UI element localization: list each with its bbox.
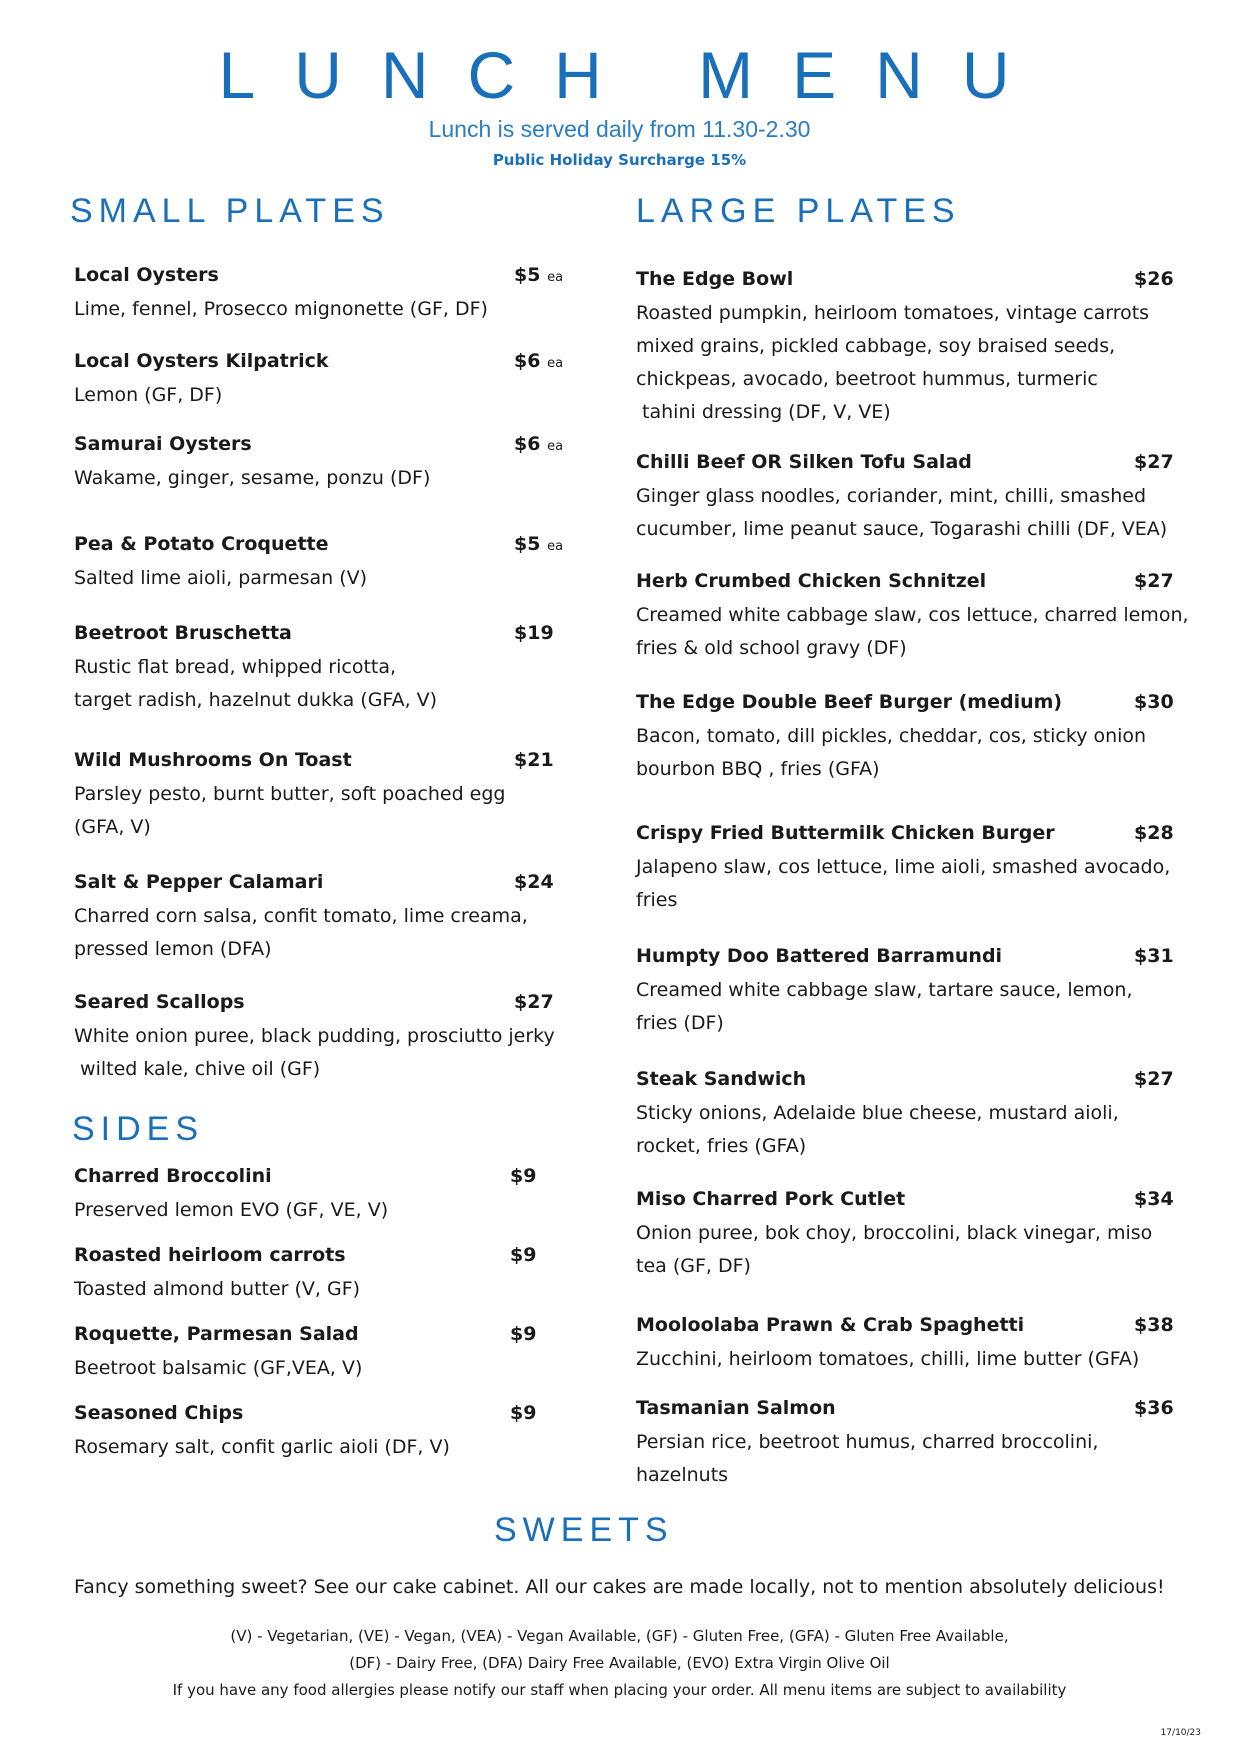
description-line: fries — [636, 889, 678, 911]
menu-item — [636, 568, 1189, 665]
price-unit: ea — [547, 539, 564, 554]
item-description — [74, 1431, 450, 1464]
menu-item — [636, 1312, 1174, 1376]
menu-item — [74, 1163, 537, 1227]
description-line: hazelnuts — [636, 1464, 729, 1486]
menu-item — [636, 820, 1174, 917]
menu-item — [74, 1242, 537, 1306]
description-line: Roasted pumpkin, heirloom tomatoes, vintage carrots — [636, 302, 1150, 324]
menu-item — [636, 1186, 1174, 1283]
price-value: $27 — [1134, 451, 1174, 473]
price-value: $27 — [514, 991, 554, 1013]
item-description — [74, 462, 430, 495]
price-value: $19 — [514, 622, 554, 644]
item-description — [636, 851, 1170, 917]
item-price — [510, 1163, 536, 1189]
price-value: $30 — [1134, 691, 1174, 713]
price-unit: ea — [547, 356, 564, 371]
price-value: $27 — [1134, 570, 1174, 592]
item-price — [514, 348, 563, 377]
item-name: Beetroot Bruschetta — [74, 622, 292, 644]
item-name: Local Oysters — [74, 264, 219, 286]
description-line: Wakame, ginger, sesame, ponzu (DF) — [74, 467, 431, 489]
item-name: Seared Scallops — [74, 991, 245, 1013]
description-line: fries (DF) — [636, 1012, 724, 1034]
small-plates-heading: SMALL PLATES — [70, 192, 390, 230]
item-description — [636, 297, 1149, 429]
item-price — [514, 747, 554, 773]
price-value: $9 — [510, 1402, 537, 1424]
description-line: wilted kale, chive oil (GF) — [74, 1058, 321, 1080]
item-price — [514, 431, 563, 460]
item-name: Pea & Potato Croquette — [74, 533, 329, 555]
description-line: chickpeas, avocado, beetroot hummus, turmeric — [636, 368, 1098, 390]
item-price — [514, 620, 554, 646]
dietary-legend-line-2: (DF) - Dairy Free, (DFA) Dairy Free Available, (EVO) Extra Virgin Olive Oil — [349, 1654, 890, 1672]
item-price — [1134, 1066, 1174, 1092]
item-name: Mooloolaba Prawn & Crab Spaghetti — [636, 1314, 1025, 1336]
dietary-legend-line-1: (V) - Vegetarian, (VE) - Vegan, (VEA) - Vegan Available, (GF) - Gluten Free, (GFA) - Gluten Free Available, — [230, 1627, 1009, 1645]
item-description — [636, 1343, 1139, 1376]
item-name: Herb Crumbed Chicken Schnitzel — [636, 570, 987, 592]
price-value: $27 — [1134, 1068, 1174, 1090]
menu-item — [74, 431, 564, 495]
item-price — [1134, 943, 1174, 969]
menu-item — [74, 262, 564, 326]
item-name: Roquette, Parmesan Salad — [74, 1323, 359, 1345]
sides-heading: SIDES — [72, 1110, 205, 1148]
description-line: Ginger glass noodles, coriander, mint, chilli, smashed — [636, 485, 1147, 507]
description-line: Beetroot balsamic (GF,VEA, V) — [74, 1357, 363, 1379]
description-line: rocket, fries (GFA) — [636, 1135, 807, 1157]
item-description — [74, 1273, 360, 1306]
description-line: Bacon, tomato, dill pickles, cheddar, cos, sticky onion — [636, 725, 1147, 747]
price-value: $6 — [514, 350, 541, 372]
item-name: Crispy Fried Buttermilk Chicken Burger — [636, 822, 1055, 844]
item-description — [636, 1426, 1098, 1492]
price-value: $9 — [510, 1244, 537, 1266]
item-price — [1134, 1395, 1174, 1421]
menu-item — [636, 266, 1174, 429]
price-unit: ea — [547, 270, 564, 285]
item-description — [74, 1194, 388, 1227]
menu-date: 17/10/23 — [1160, 1728, 1201, 1738]
description-line: Zucchini, heirloom tomatoes, chilli, lime butter (GFA) — [636, 1348, 1140, 1370]
description-line: Onion puree, bok choy, broccolini, black vinegar, miso — [636, 1222, 1153, 1244]
price-value: $6 — [514, 433, 541, 455]
description-line: Toasted almond butter (V, GF) — [74, 1278, 361, 1300]
description-line: cucumber, lime peanut sauce, Togarashi chilli (DF, VEA) — [636, 518, 1168, 540]
description-line: Charred corn salsa, confit tomato, lime creama, — [74, 905, 528, 927]
menu-item — [636, 943, 1174, 1040]
description-line: tea (GF, DF) — [636, 1255, 751, 1277]
menu-item — [74, 1321, 537, 1385]
price-value: $31 — [1134, 945, 1174, 967]
item-description — [74, 1352, 362, 1385]
menu-title: LUNCH MENU — [218, 38, 1049, 112]
item-name: Roasted heirloom carrots — [74, 1244, 346, 1266]
item-description — [74, 379, 329, 412]
item-price — [514, 869, 554, 895]
item-description — [636, 720, 1146, 786]
sweets-heading: SWEETS — [494, 1511, 674, 1549]
item-name: Salt & Pepper Calamari — [74, 871, 324, 893]
item-name: Samurai Oysters — [74, 433, 252, 455]
description-line: fries & old school gravy (DF) — [636, 637, 907, 659]
price-value: $5 — [514, 533, 541, 555]
price-value: $38 — [1134, 1314, 1174, 1336]
menu-item — [74, 989, 555, 1086]
description-line: Rustic flat bread, whipped ricotta, — [74, 656, 397, 678]
item-description — [636, 974, 1133, 1040]
item-name: Wild Mushrooms On Toast — [74, 749, 352, 771]
item-price — [1134, 820, 1174, 846]
item-price — [514, 989, 554, 1015]
menu-item — [74, 747, 554, 844]
item-price — [1134, 689, 1174, 715]
item-description — [636, 1217, 1152, 1283]
item-price — [1134, 449, 1174, 475]
item-description — [636, 1097, 1119, 1163]
menu-item — [74, 531, 564, 595]
item-description — [74, 651, 437, 717]
description-line: White onion puree, black pudding, prosciutto jerky — [74, 1025, 555, 1047]
description-line: Rosemary salt, confit garlic aioli (DF, V) — [74, 1436, 450, 1458]
item-name: Tasmanian Salmon — [636, 1397, 836, 1419]
menu-item — [74, 869, 554, 966]
item-description — [74, 778, 506, 844]
item-description — [636, 480, 1167, 546]
item-price — [514, 262, 563, 291]
item-name: Miso Charred Pork Cutlet — [636, 1188, 906, 1210]
description-line: Preserved lemon EVO (GF, VE, V) — [74, 1199, 389, 1221]
description-line: Jalapeno slaw, cos lettuce, lime aioli, smashed avocado, — [636, 856, 1171, 878]
menu-item — [636, 1066, 1174, 1163]
description-line: Lime, fennel, Prosecco mignonette (GF, DF) — [74, 298, 488, 320]
description-line: mixed grains, pickled cabbage, soy braised seeds, — [636, 335, 1116, 357]
item-price — [1134, 266, 1174, 292]
allergy-note: If you have any food allergies please notify our staff when placing your order. All menu items are subject to availability — [172, 1681, 1067, 1699]
service-hours: Lunch is served daily from 11.30-2.30 — [428, 116, 811, 142]
description-line: bourbon BBQ , fries (GFA) — [636, 758, 880, 780]
price-value: $28 — [1134, 822, 1174, 844]
description-line: Creamed white cabbage slaw, tartare sauce, lemon, — [636, 979, 1133, 1001]
item-name: Seasoned Chips — [74, 1402, 244, 1424]
description-line: Persian rice, beetroot humus, charred broccolini, — [636, 1431, 1099, 1453]
menu-item — [636, 689, 1174, 786]
description-line: target radish, hazelnut dukka (GFA, V) — [74, 689, 438, 711]
item-description — [636, 599, 1189, 665]
price-value: $24 — [514, 871, 554, 893]
item-price — [1134, 1186, 1174, 1212]
item-name: Chilli Beef OR Silken Tofu Salad — [636, 451, 972, 473]
price-value: $9 — [510, 1165, 537, 1187]
sweets-description: Fancy something sweet? See our cake cabinet. All our cakes are made locally, not to mention absolutely delicious! — [74, 1576, 1165, 1598]
menu-item — [74, 1400, 537, 1464]
price-value: $36 — [1134, 1397, 1174, 1419]
item-price — [514, 531, 563, 560]
description-line: pressed lemon (DFA) — [74, 938, 272, 960]
item-price — [510, 1321, 536, 1347]
description-line: Salted lime aioli, parmesan (V) — [74, 567, 368, 589]
item-price — [1134, 1312, 1174, 1338]
menu-item — [74, 620, 554, 717]
item-name: The Edge Double Beef Burger (medium) — [636, 691, 1063, 713]
item-price — [1134, 568, 1174, 594]
item-description — [74, 293, 488, 326]
price-unit: ea — [547, 439, 564, 454]
description-line: tahini dressing (DF, V, VE) — [636, 401, 891, 423]
item-description — [74, 900, 528, 966]
item-name: Humpty Doo Battered Barramundi — [636, 945, 1003, 967]
description-line: Lemon (GF, DF) — [74, 384, 223, 406]
description-line: Parsley pesto, burnt butter, soft poached egg — [74, 783, 506, 805]
price-value: $9 — [510, 1323, 537, 1345]
item-price — [510, 1400, 536, 1426]
description-line: (GFA, V) — [74, 816, 151, 838]
item-name: The Edge Bowl — [636, 268, 794, 290]
item-price — [510, 1242, 536, 1268]
item-description — [74, 562, 367, 595]
large-plates-heading: LARGE PLATES — [636, 192, 961, 230]
item-description — [74, 1020, 555, 1086]
menu-item — [74, 348, 564, 412]
price-value: $34 — [1134, 1188, 1174, 1210]
menu-item — [636, 449, 1174, 546]
item-name: Charred Broccolini — [74, 1165, 272, 1187]
menu-item — [636, 1395, 1174, 1492]
surcharge-note: Public Holiday Surcharge 15% — [492, 151, 747, 169]
description-line: Sticky onions, Adelaide blue cheese, mustard aioli, — [636, 1102, 1119, 1124]
price-value: $26 — [1134, 268, 1174, 290]
description-line: Creamed white cabbage slaw, cos lettuce, charred lemon, — [636, 604, 1189, 626]
item-name: Steak Sandwich — [636, 1068, 807, 1090]
price-value: $21 — [514, 749, 554, 771]
price-value: $5 — [514, 264, 541, 286]
item-name: Local Oysters Kilpatrick — [74, 350, 329, 372]
